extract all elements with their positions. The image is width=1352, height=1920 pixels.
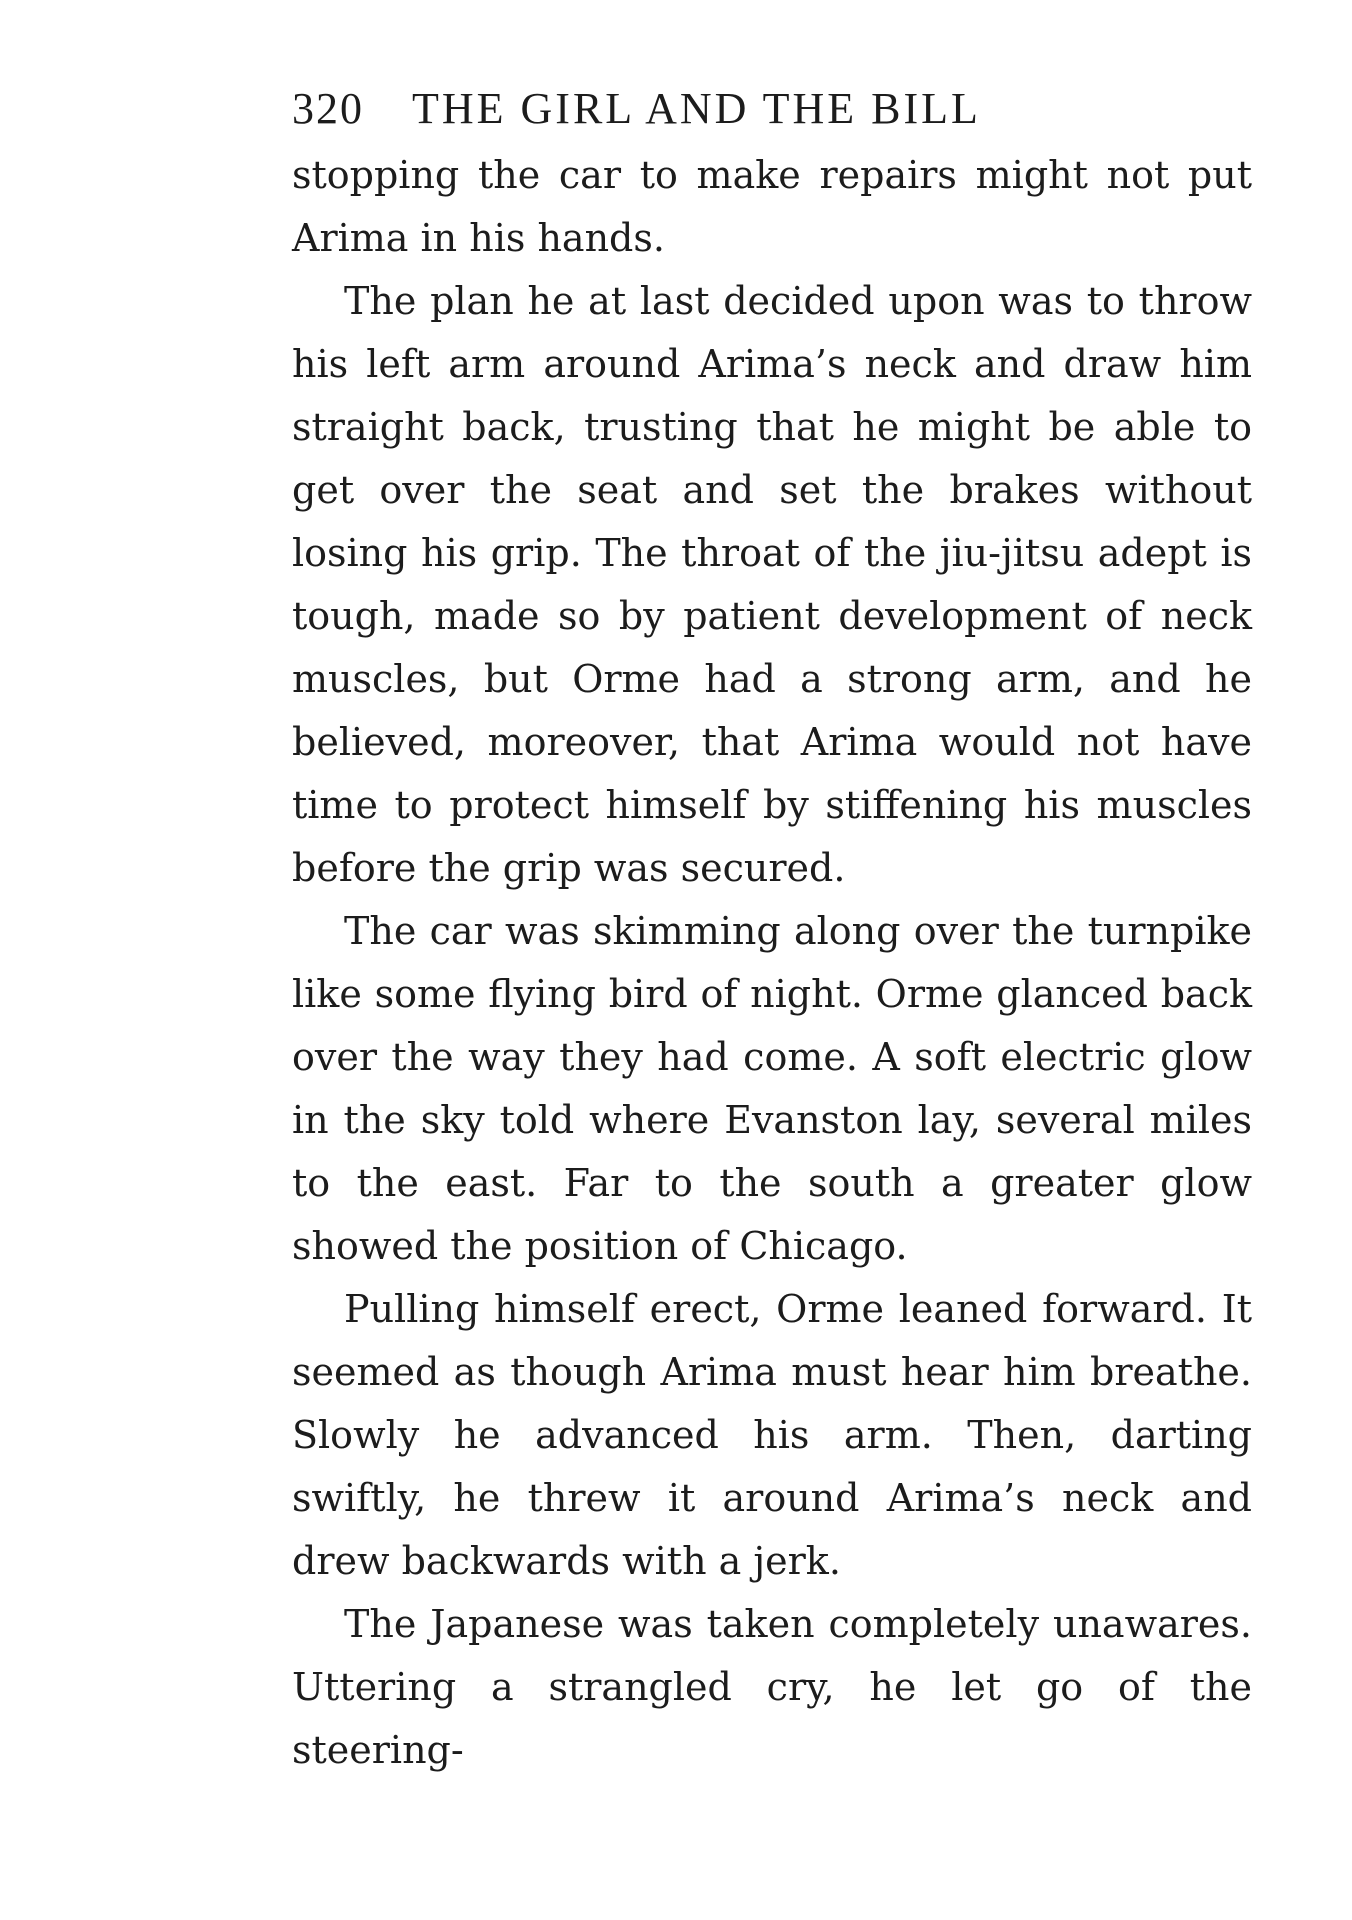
running-title: THE GIRL AND THE BILL: [412, 84, 981, 133]
paragraph: The Japanese was taken completely unawares. Uttering a strangled cry, he let go of the steering-: [292, 1602, 1252, 1772]
book-page: [292, 74, 1252, 1782]
paragraph: The plan he at last decided upon was to throw his left arm around Arima’s neck and draw him straight back, trusting that he might be able to get over the seat and set the brakes without losing his grip. The throat of the jiu-jitsu adept is tough, made so by patient development of neck muscles, but Orme had a strong arm, and he believed, moreover, that Arima would not have time to protect himself by stiffening his muscles before the grip was secured.: [292, 279, 1252, 890]
paragraph: The car was skimming along over the turnpike like some flying bird of night. Orme glanced back over the way they had come. A soft electric glow in the sky told where Evanston lay, several miles to the east. Far to the south a greater glow showed the position of Chicago.: [292, 909, 1252, 1268]
running-head: [292, 74, 1252, 144]
paragraph: Pulling himself erect, Orme leaned forward. It seemed as though Arima must hear him breathe. Slowly he advanced his arm. Then, darting swiftly, he threw it around Arima’s neck and drew backwards with a jerk.: [292, 1287, 1252, 1583]
body-text: [292, 144, 1252, 1782]
paragraph-continued: stopping the car to make repairs might not put Arima in his hands.: [292, 153, 1252, 260]
page-number: 320: [292, 84, 364, 133]
